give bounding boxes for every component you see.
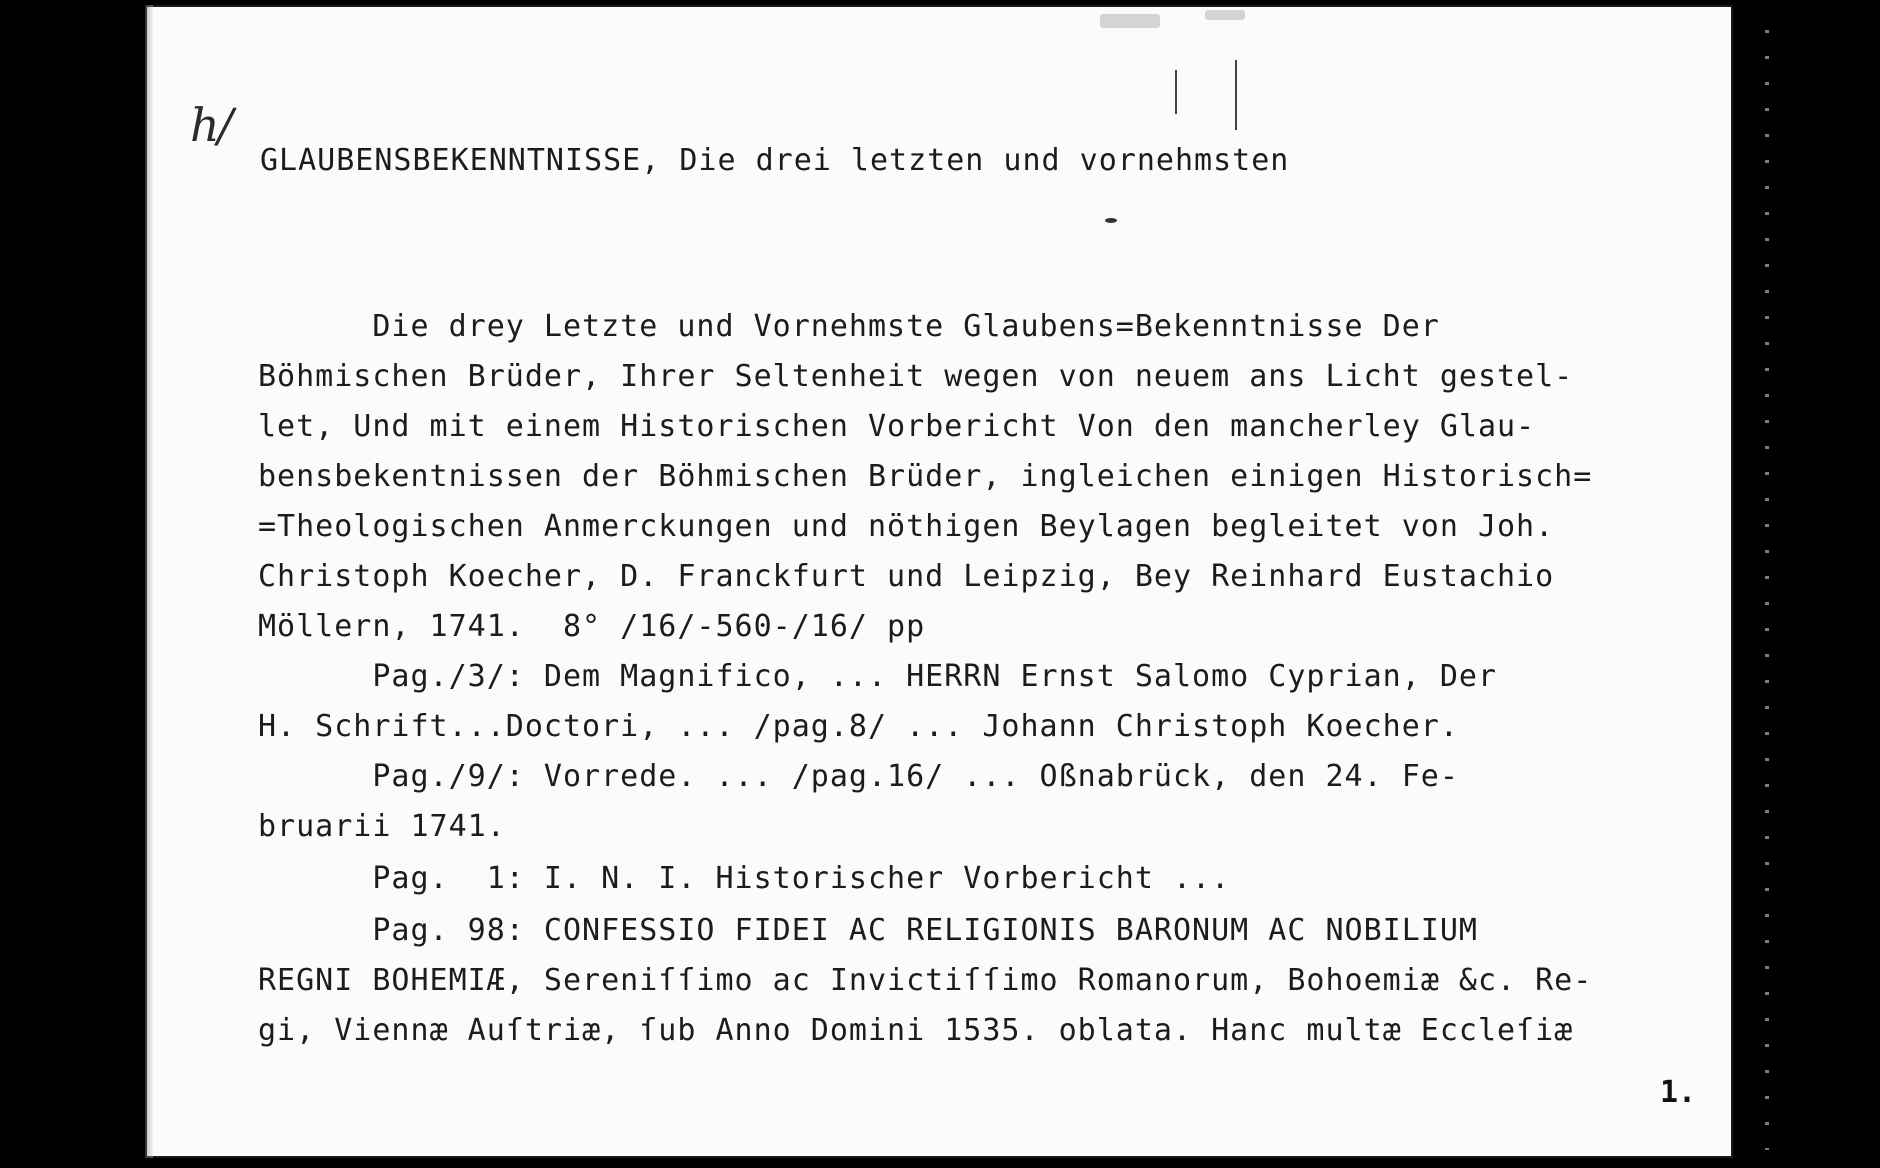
- body-line-10: Pag./9/: Vorrede. ... /pag.16/ ... Oßnabrück, den 24. Fe-: [258, 759, 1459, 794]
- punch-mark: [1235, 60, 1237, 130]
- body-line-12: Pag. 1: I. N. I. Historischer Vorbericht ...: [258, 861, 1231, 896]
- scanner-border: [1733, 0, 1880, 1168]
- body-line-8: Pag./3/: Dem Magnifico, ... HERRN Ernst Salomo Cyprian, Der: [258, 659, 1497, 694]
- page-number: 1.: [1660, 1075, 1697, 1110]
- card-heading: GLAUBENSBEKENNTNISSE, Die drei letzten und vornehmsten: [260, 143, 1290, 178]
- body-line-3: let, Und mit einem Historischen Vorbericht Von den mancherley Glau-: [258, 409, 1536, 444]
- body-line-7: Möllern, 1741. 8° /16/-560-/16/ pp: [258, 609, 926, 644]
- body-line-1: Die drey Letzte und Vornehmste Glaubens=Bekenntnisse Der: [258, 309, 1440, 344]
- body-line-9: H. Schrift...Doctori, ... /pag.8/ ... Johann Christoph Koecher.: [258, 709, 1459, 744]
- ink-speck: [1105, 218, 1117, 223]
- ink-speck: [1205, 10, 1245, 20]
- body-line-11: bruarii 1741.: [258, 809, 506, 844]
- punch-mark: [1175, 70, 1177, 114]
- body-line-5: =Theologischen Anmerckungen und nöthigen Beylagen begleitet von Joh.: [258, 509, 1555, 544]
- body-line-4: bensbekentnissen der Böhmischen Brüder, ingleichen einigen Historisch=: [258, 459, 1593, 494]
- card-edge-shadow: [145, 5, 153, 1158]
- body-line-2: Böhmischen Brüder, Ihrer Seltenheit wegen von neuem ans Licht gestel-: [258, 359, 1574, 394]
- ink-speck: [1100, 14, 1160, 28]
- handwritten-margin-mark: h/: [190, 98, 232, 152]
- body-line-15: gi, Viennæ Auſtriæ, ſub Anno Domini 1535. oblata. Hanc multæ Eccleſiæ: [258, 1013, 1574, 1048]
- body-line-6: Christoph Koecher, D. Franckfurt und Leipzig, Bey Reinhard Eustachio: [258, 559, 1555, 594]
- scan-dots: [1765, 30, 1769, 1150]
- body-line-13: Pag. 98: CONFESSIO FIDEI AC RELIGIONIS BARONUM AC NOBILIUM: [258, 913, 1478, 948]
- body-line-14: REGNI BOHEMIÆ, Sereniſſimo ac Invictiſſimo Romanorum, Bohoemiæ &c. Re-: [258, 963, 1593, 998]
